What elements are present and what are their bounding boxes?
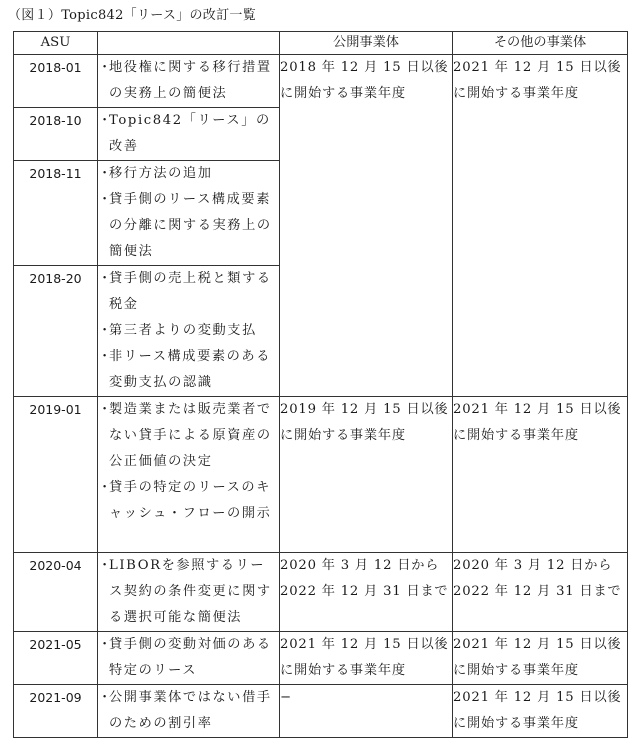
table-row — [14, 55, 628, 108]
asu-number: 2018-20 — [14, 266, 98, 397]
list-item — [98, 475, 279, 527]
amendment-items — [98, 161, 280, 266]
other-entity-effective-date: 2021 年 12 月 15 日以後に開始する事業年度 — [453, 55, 628, 397]
item-text: 貸手側の売上税と類する税金 — [109, 271, 272, 312]
table-row — [14, 632, 628, 685]
bullet-mark: ・ — [98, 402, 112, 417]
list-item — [98, 632, 279, 684]
other-entity-effective-date: 2021 年 12 月 15 日以後に開始する事業年度 — [453, 632, 628, 685]
item-text: 貸手側のリース構成要素の分離に関する実務上の簡便法 — [109, 192, 272, 259]
header-asu: ASU — [14, 32, 98, 55]
amendment-items — [98, 553, 280, 632]
list-item — [98, 318, 279, 344]
item-text: LIBORを参照するリース契約の条件変更に関する選択可能な簡便法 — [109, 558, 272, 625]
other-entity-effective-date: 2021 年 12 月 15 日以後に開始する事業年度 — [453, 397, 628, 553]
list-item — [98, 161, 279, 187]
list-item — [98, 266, 279, 318]
figure-caption: （図１）Topic842「リース」の改訂一覧 — [8, 8, 257, 23]
asu-number: 2020-04 — [14, 553, 98, 632]
header-public-entity: 公開事業体 — [280, 32, 453, 55]
bullet-mark: ・ — [98, 166, 112, 181]
list-item — [98, 553, 279, 631]
asu-number: 2018-11 — [14, 161, 98, 266]
other-entity-effective-date: 2020 年 3 月 12 日から2022 年 12 月 31 日まで — [453, 553, 628, 632]
list-item — [98, 685, 279, 737]
list-item — [98, 108, 279, 160]
item-text: 貸手の特定のリースのキャッシュ・フローの開示 — [109, 480, 272, 521]
amendment-items — [98, 108, 280, 161]
item-text: Topic842「リース」の改善 — [109, 113, 271, 154]
header-other-entity: その他の事業体 — [453, 32, 628, 55]
asu-number: 2021-09 — [14, 685, 98, 738]
bullet-mark: ・ — [98, 271, 112, 286]
item-text: 貸手側の変動対価のある特定のリース — [109, 637, 272, 678]
lease-amendments-table — [13, 31, 628, 738]
bullet-mark: ・ — [98, 558, 112, 573]
amendment-items — [98, 266, 280, 397]
asu-number: 2018-10 — [14, 108, 98, 161]
public-entity-effective-date: 2021 年 12 月 15 日以後に開始する事業年度 — [280, 632, 453, 685]
item-text: 公開事業体ではない借手のための割引率 — [109, 690, 272, 731]
bullet-mark: ・ — [98, 192, 112, 207]
public-entity-effective-date: 2019 年 12 月 15 日以後に開始する事業年度 — [280, 397, 453, 553]
bullet-mark: ・ — [98, 60, 112, 75]
asu-number: 2018-01 — [14, 55, 98, 108]
asu-number: 2021-05 — [14, 632, 98, 685]
public-entity-effective-date: − — [280, 685, 453, 738]
public-entity-effective-date: 2020 年 3 月 12 日から2022 年 12 月 31 日まで — [280, 553, 453, 632]
item-text: 移行方法の追加 — [109, 166, 213, 181]
other-entity-effective-date: 2021 年 12 月 15 日以後に開始する事業年度 — [453, 685, 628, 738]
amendment-items — [98, 685, 280, 738]
bullet-mark: ・ — [98, 113, 112, 128]
asu-number: 2019-01 — [14, 397, 98, 553]
list-item — [98, 344, 279, 396]
public-entity-effective-date: 2018 年 12 月 15 日以後に開始する事業年度 — [280, 55, 453, 397]
amendment-items — [98, 632, 280, 685]
bullet-mark: ・ — [98, 637, 112, 652]
item-text: 非リース構成要素のある変動支払の認識 — [109, 349, 272, 390]
item-text: 地役権に関する移行措置の実務上の簡便法 — [109, 60, 272, 101]
item-text: 第三者よりの変動支払 — [109, 323, 257, 338]
list-item — [98, 397, 279, 475]
table-header-row — [14, 32, 628, 55]
table-body — [14, 55, 628, 738]
bullet-mark: ・ — [98, 323, 112, 338]
list-item — [98, 187, 279, 265]
bullet-mark: ・ — [98, 349, 112, 364]
header-content — [98, 32, 280, 55]
item-text: 製造業または販売業者でない貸手による原資産の公正価値の決定 — [109, 402, 272, 469]
amendment-items — [98, 397, 280, 553]
table-row — [14, 397, 628, 553]
table-row — [14, 553, 628, 632]
bullet-mark: ・ — [98, 690, 112, 705]
amendment-items — [98, 55, 280, 108]
list-item — [98, 55, 279, 107]
bullet-mark: ・ — [98, 480, 112, 495]
table-row — [14, 685, 628, 738]
